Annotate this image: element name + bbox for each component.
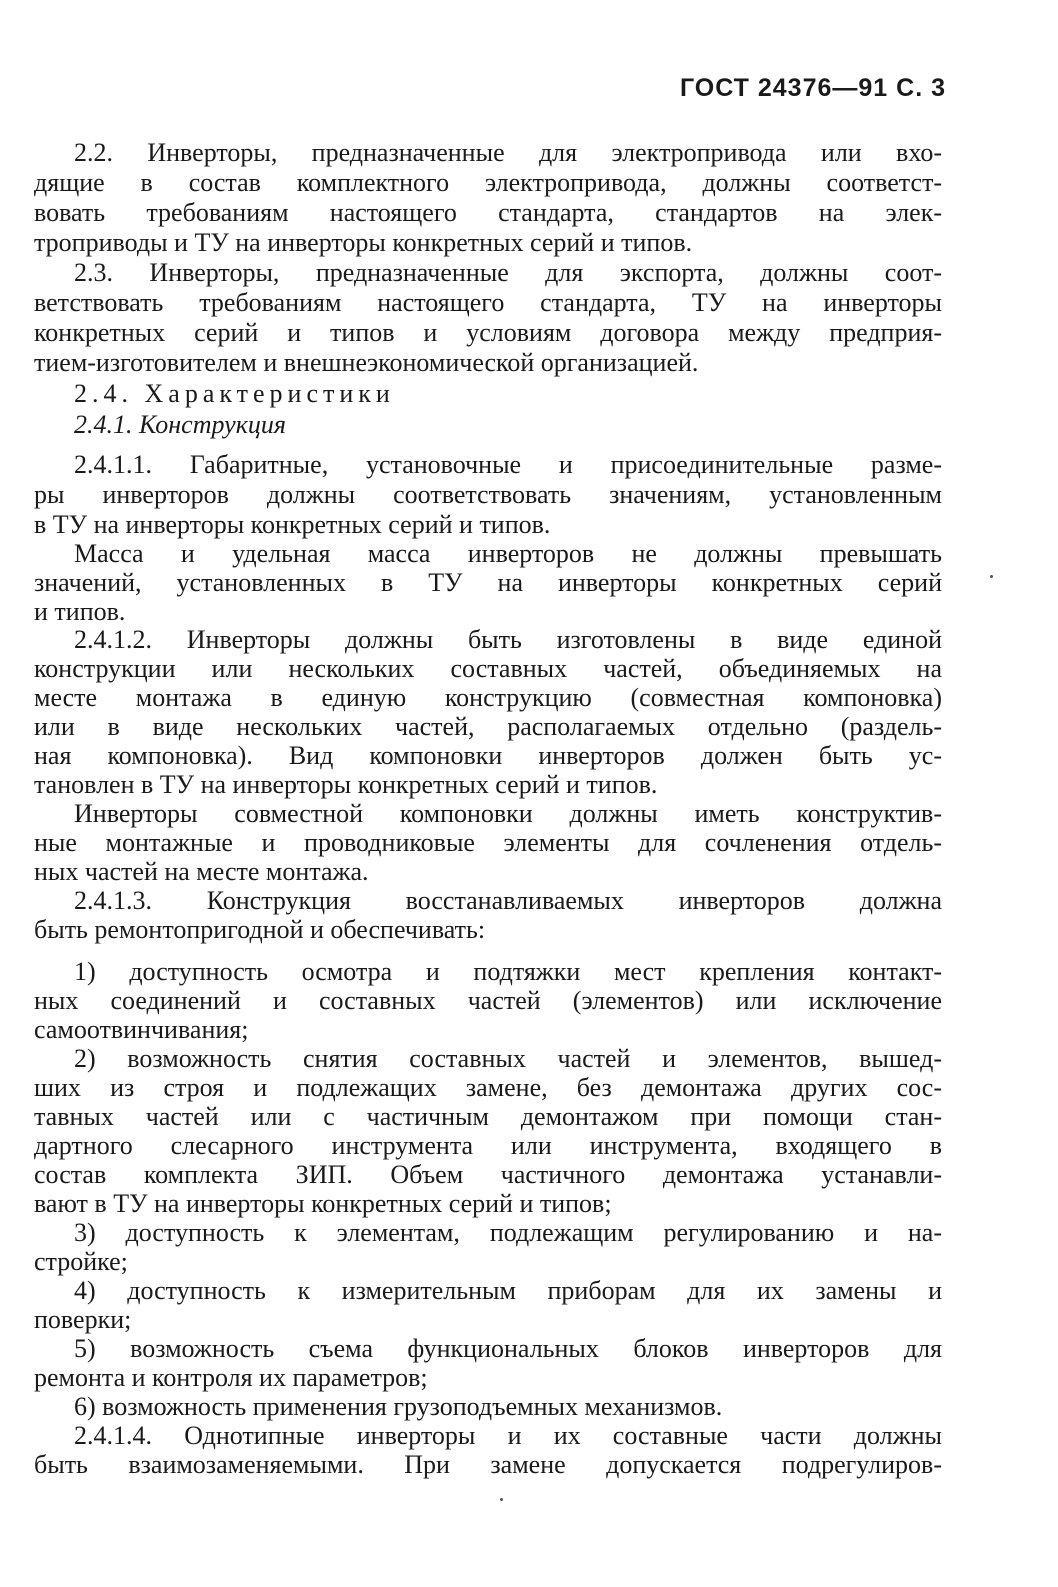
page-header: ГОСТ 24376—91 С. 3 xyxy=(679,74,946,102)
text-line: поверки; xyxy=(34,1305,132,1334)
text-line: и типов. xyxy=(34,597,126,626)
text-line: 2.4.1.1. Габаритные, установочные и присоединительные разме- xyxy=(74,450,942,479)
text-line: ремонта и контроля их параметров; xyxy=(34,1363,428,1392)
text-line: Масса и удельная масса инверторов не должны превышать xyxy=(74,539,942,568)
text-line: 2.4.1.2. Инверторы должны быть изготовлены в виде единой xyxy=(74,625,942,654)
text-line: 2.4.1.3. Конструкция восстанавливаемых инверторов должна xyxy=(74,886,942,915)
text-line: тановлен в ТУ на инверторы конкретных серий и типов. xyxy=(34,770,658,799)
text-line: ры инверторов должны соответствовать значениям, установленным xyxy=(34,480,942,509)
text-line: состав комплекта ЗИП. Объем частичного демонтажа устанавли- xyxy=(34,1160,942,1189)
text-line: вают в ТУ на инверторы конкретных серий и типов; xyxy=(34,1189,612,1218)
scan-speck xyxy=(990,575,993,578)
text-line: стройке; xyxy=(34,1247,128,1276)
subsection-heading: 2.4.1. Конструкция xyxy=(74,410,286,439)
text-line: дящие в состав комплектного электропривода, должны соответст- xyxy=(34,168,942,197)
text-line: месте монтажа в единую конструкцию (совместная компоновка) xyxy=(34,683,942,712)
text-line: дартного слесарного инструмента или инструмента, входящего в xyxy=(34,1131,942,1160)
text-line: ветствовать требованиям настоящего стандарта, ТУ на инверторы xyxy=(34,288,942,317)
text-line: в ТУ на инверторы конкретных серий и типов. xyxy=(34,510,551,539)
text-line: самоотвинчивания; xyxy=(34,1015,249,1044)
text-line: ных частей на месте монтажа. xyxy=(34,857,369,886)
list-item: 1) доступность осмотра и подтяжки мест крепления контакт- xyxy=(74,957,942,986)
list-item: 5) возможность съема функциональных блоков инверторов для xyxy=(74,1334,942,1363)
list-item: 3) доступность к элементам, подлежащим регулированию и на- xyxy=(74,1218,942,1247)
text-line: Инверторы совместной компоновки должны иметь конструктив- xyxy=(74,799,942,828)
text-line: значений, установленных в ТУ на инверторы конкретных серий xyxy=(34,568,942,597)
text-line: конкретных серий и типов и условиям договора между предприя- xyxy=(34,318,942,347)
text-line: или в виде нескольких частей, располагаемых отдельно (раздель- xyxy=(34,712,942,741)
scan-speck xyxy=(500,1498,503,1501)
text-line: 2.2. Инверторы, предназначенные для электропривода или вхо- xyxy=(74,138,942,167)
text-line: быть взаимозаменяемыми. При замене допускается подрегулиров- xyxy=(34,1450,942,1479)
text-line: ная компоновка). Вид компоновки инверторов должен быть ус- xyxy=(34,741,942,770)
text-line: 2.3. Инверторы, предназначенные для экспорта, должны соот- xyxy=(74,258,942,287)
list-item: 4) доступность к измерительным приборам для их замены и xyxy=(74,1276,942,1305)
text-line: ших из строя и подлежащих замене, без демонтажа других сос- xyxy=(34,1073,942,1102)
list-item: 2) возможность снятия составных частей и элементов, вышед- xyxy=(74,1044,942,1073)
text-line: быть ремонтопригодной и обеспечивать: xyxy=(34,915,486,944)
text-line: ные монтажные и проводниковые элементы для сочленения отдель- xyxy=(34,828,942,857)
text-line: ных соединений и составных частей (элементов) или исключение xyxy=(34,986,942,1015)
text-line: конструкции или нескольких составных частей, объединяемых на xyxy=(34,654,942,683)
text-line: вовать требованиям настоящего стандарта, стандартов на элек- xyxy=(34,198,942,227)
text-line: 2.4.1.4. Однотипные инверторы и их составные части должны xyxy=(74,1421,942,1450)
text-line: тием-изготовителем и внешнеэкономической организацией. xyxy=(34,348,699,377)
section-heading: 2.4. Характеристики xyxy=(74,379,395,408)
text-line: троприводы и ТУ на инверторы конкретных серий и типов. xyxy=(34,228,693,257)
text-line: тавных частей или с частичным демонтажом при помощи стан- xyxy=(34,1102,942,1131)
list-item: 6) возможность применения грузоподъемных механизмов. xyxy=(74,1392,723,1421)
